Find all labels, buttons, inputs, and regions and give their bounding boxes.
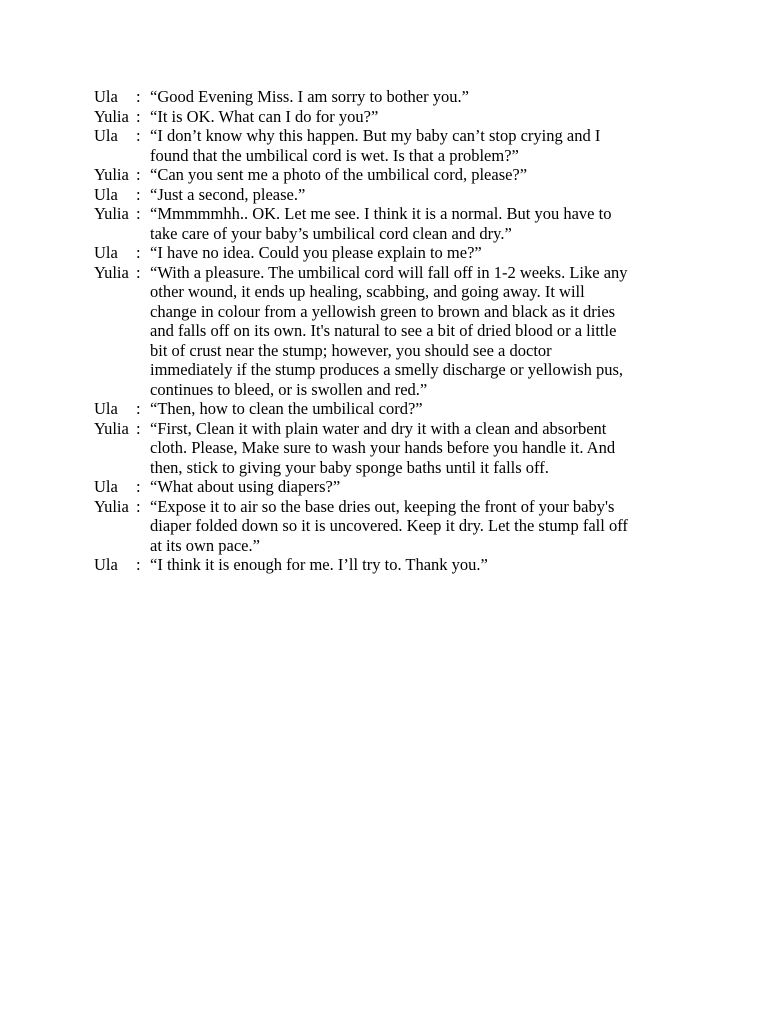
- speaker-name: Yulia: [94, 204, 129, 223]
- speaker-separator: :: [136, 418, 141, 438]
- speaker-name: Yulia: [94, 418, 129, 438]
- speaker-separator: :: [136, 399, 141, 418]
- utterance-text-line: bit of crust near the stump; however, you should see a doctor: [150, 340, 552, 360]
- utterance-text-line: “It is OK. What can I do for you?”: [150, 106, 379, 126]
- speaker-name: Yulia: [94, 165, 129, 184]
- dialogue-line: [94, 126, 694, 165]
- dialogue-line: [94, 204, 694, 243]
- speaker-name: Ula: [94, 555, 118, 574]
- dialogue-line: [94, 165, 694, 185]
- utterance: [150, 185, 694, 205]
- speaker-name: Yulia: [94, 106, 129, 126]
- speaker-name: Ula: [94, 184, 118, 204]
- speaker-separator: :: [136, 262, 141, 282]
- dialogue-line: [94, 497, 694, 556]
- utterance-text-line: other wound, it ends up healing, scabbing, and going away. It will: [150, 282, 585, 301]
- utterance: [150, 126, 694, 165]
- utterance-text-line: found that the umbilical cord is wet. Is that a problem?”: [150, 145, 519, 165]
- dialogue-line: [94, 419, 694, 478]
- dialogue-line: [94, 399, 694, 419]
- utterance-text-line: “What about using diapers?”: [150, 477, 341, 496]
- utterance: [150, 87, 694, 107]
- utterance-text-line: take care of your baby’s umbilical cord clean and dry.”: [150, 223, 512, 243]
- dialogue-line: [94, 87, 694, 107]
- utterance-text-line: “Then, how to clean the umbilical cord?”: [150, 399, 423, 418]
- utterance-text-line: at its own pace.”: [150, 535, 260, 555]
- utterance-text-line: “I have no idea. Could you please explain to me?”: [150, 243, 482, 262]
- dialogue-line: [94, 185, 694, 205]
- utterance-text-line: “First, Clean it with plain water and dry it with a clean and absorbent: [150, 418, 607, 438]
- utterance: [150, 419, 694, 478]
- utterance-text-line: “Can you sent me a photo of the umbilical cord, please?”: [150, 165, 528, 184]
- dialogue-line: [94, 477, 694, 497]
- utterance: [150, 165, 694, 185]
- utterance: [150, 107, 694, 127]
- speaker-name: Ula: [94, 399, 118, 418]
- utterance-text-line: “With a pleasure. The umbilical cord will fall off in 1-2 weeks. Like any: [150, 262, 628, 282]
- speaker-name: Ula: [94, 243, 118, 262]
- dialogue-line: [94, 555, 694, 575]
- speaker-separator: :: [136, 496, 141, 516]
- utterance-text-line: “I don’t know why this happen. But my baby can’t stop crying and I: [150, 126, 601, 145]
- utterance-text-line: “I think it is enough for me. I’ll try to. Thank you.”: [150, 555, 488, 574]
- utterance-text-line: “Just a second, please.”: [150, 184, 306, 204]
- utterance-text-line: “Expose it to air so the base dries out, keeping the front of your baby's: [150, 496, 615, 516]
- speaker-separator: :: [136, 126, 141, 145]
- utterance-text-line: “Mmmmmhh.. OK. Let me see. I think it is a normal. But you have to: [150, 204, 612, 223]
- utterance: [150, 399, 694, 419]
- speaker-name: Yulia: [94, 262, 129, 282]
- utterance: [150, 263, 694, 400]
- utterance: [150, 477, 694, 497]
- utterance-text-line: “Good Evening Miss. I am sorry to bother you.”: [150, 87, 469, 106]
- utterance-text-line: diaper folded down so it is uncovered. Keep it dry. Let the stump fall off: [150, 516, 628, 535]
- utterance: [150, 243, 694, 263]
- speaker-name: Ula: [94, 477, 118, 496]
- speaker-separator: :: [136, 477, 141, 496]
- dialogue-line: [94, 243, 694, 263]
- dialogue-transcript: [94, 87, 694, 575]
- speaker-separator: :: [136, 204, 141, 223]
- utterance: [150, 204, 694, 243]
- utterance: [150, 555, 694, 575]
- utterance: [150, 497, 694, 556]
- utterance-text-line: change in colour from a yellowish green to brown and black as it dries: [150, 301, 616, 321]
- speaker-name: Ula: [94, 126, 118, 145]
- utterance-text-line: and falls off on its own. It's natural to see a bit of dried blood or a little: [150, 321, 617, 340]
- speaker-name: Ula: [94, 87, 118, 106]
- utterance-text-line: then, stick to giving your baby sponge baths until it falls off.: [150, 457, 549, 477]
- speaker-separator: :: [136, 184, 141, 204]
- dialogue-line: [94, 107, 694, 127]
- dialogue-line: [94, 263, 694, 400]
- speaker-separator: :: [136, 165, 141, 184]
- utterance-text-line: cloth. Please, Make sure to wash your hands before you handle it. And: [150, 438, 616, 457]
- utterance-text-line: continues to bleed, or is swollen and red.”: [150, 379, 428, 399]
- speaker-separator: :: [136, 106, 141, 126]
- speaker-separator: :: [136, 555, 141, 574]
- speaker-separator: :: [136, 243, 141, 262]
- utterance-text-line: immediately if the stump produces a smelly discharge or yellowish pus,: [150, 360, 624, 379]
- speaker-separator: :: [136, 87, 141, 106]
- speaker-name: Yulia: [94, 496, 129, 516]
